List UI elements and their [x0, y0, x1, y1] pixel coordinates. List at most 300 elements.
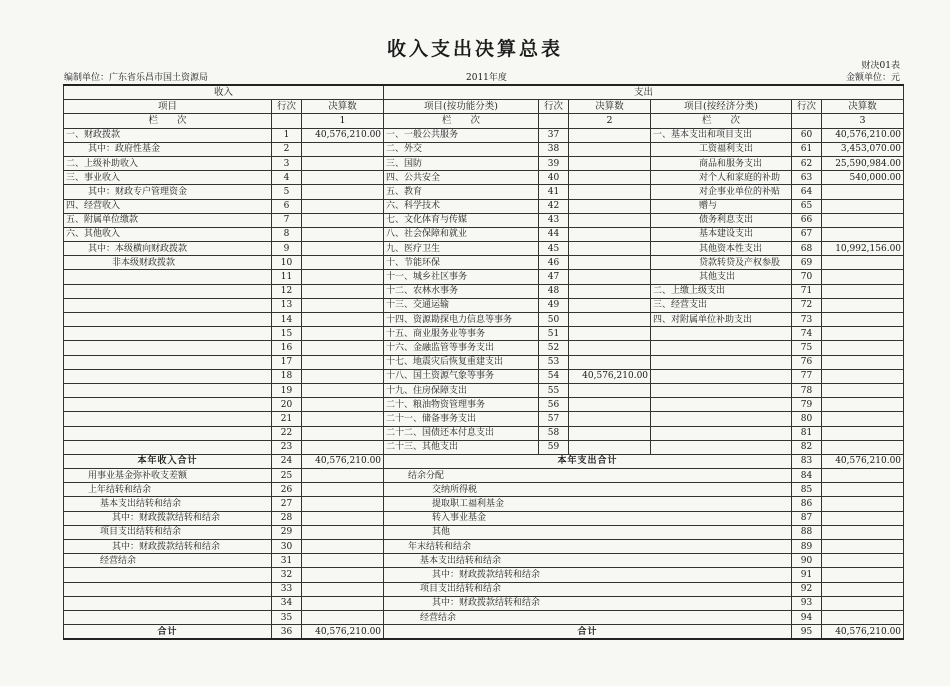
amount-cell [302, 469, 384, 483]
amount-cell [569, 313, 651, 327]
col-number: 1 [302, 114, 384, 128]
amount-cell [822, 497, 904, 511]
func-item: 十七、地震灾后恢复重建支出 [384, 355, 539, 369]
income-item [64, 426, 272, 440]
func-item: 二十三、其他支出 [384, 440, 539, 454]
table-row [64, 355, 904, 369]
amount-cell [302, 525, 384, 539]
income-item [64, 440, 272, 454]
amount-cell [569, 426, 651, 440]
row-number: 89 [792, 540, 822, 554]
row-number: 6 [272, 199, 302, 213]
row-number: 72 [792, 298, 822, 312]
amount-cell [822, 284, 904, 298]
table-row [64, 171, 904, 185]
amount-cell [302, 171, 384, 185]
table-row [64, 313, 904, 327]
row-number: 57 [539, 412, 569, 426]
row-number: 44 [539, 227, 569, 241]
row-number: 25 [272, 469, 302, 483]
row-number: 71 [792, 284, 822, 298]
row-number: 83 [792, 454, 822, 468]
table-row [64, 199, 904, 213]
amount-cell [569, 270, 651, 284]
func-item: 九、医疗卫生 [384, 242, 539, 256]
row-number: 85 [792, 483, 822, 497]
row-number: 15 [272, 327, 302, 341]
row-number: 93 [792, 596, 822, 610]
amount-cell [822, 568, 904, 582]
table-row [64, 156, 904, 170]
amount-cell [302, 383, 384, 397]
income-item: 其中：财政拨款结转和结余 [64, 540, 272, 554]
amount-cell: 40,576,210.00 [302, 128, 384, 142]
amount-cell [569, 256, 651, 270]
row-number: 42 [539, 199, 569, 213]
amount-cell [822, 369, 904, 383]
amount-cell [302, 156, 384, 170]
func-item: 十三、交通运输 [384, 298, 539, 312]
amount-cell [569, 298, 651, 312]
row-number: 21 [272, 412, 302, 426]
amount-cell [822, 341, 904, 355]
table-row [64, 270, 904, 284]
amount-cell: 40,576,210.00 [569, 369, 651, 383]
income-item: 经营结余 [64, 554, 272, 568]
func-item: 二、外交 [384, 142, 539, 156]
row-number: 91 [792, 568, 822, 582]
table-row [64, 284, 904, 298]
col-amount-header: 决算数 [302, 100, 384, 114]
econ-item: 债务利息支出 [651, 213, 792, 227]
row-number: 23 [272, 440, 302, 454]
row-number: 14 [272, 313, 302, 327]
amount-cell [302, 540, 384, 554]
amount-cell: 25,590,984.00 [822, 156, 904, 170]
table-row [64, 242, 904, 256]
amount-cell [569, 199, 651, 213]
row-number: 92 [792, 582, 822, 596]
func-item: 十二、农林水事务 [384, 284, 539, 298]
expense-item: 基本支出结转和结余 [384, 554, 792, 568]
row-number: 5 [272, 185, 302, 199]
econ-item: 基本建设支出 [651, 227, 792, 241]
amount-cell [302, 199, 384, 213]
amount-cell [302, 213, 384, 227]
row-number: 53 [539, 355, 569, 369]
row-number: 19 [272, 383, 302, 397]
row-number: 41 [539, 185, 569, 199]
amount-cell [822, 313, 904, 327]
money-unit: 金额单位：元 [845, 73, 900, 83]
amount-cell [822, 440, 904, 454]
amount-cell [822, 213, 904, 227]
func-item: 十六、金融监管等事务支出 [384, 341, 539, 355]
row-number: 79 [792, 398, 822, 412]
table-row [64, 185, 904, 199]
expense-item: 结余分配 [384, 469, 792, 483]
income-item: 其中：政府性基金 [64, 142, 272, 156]
income-item: 其中：本级横向财政拨款 [64, 242, 272, 256]
amount-cell [822, 398, 904, 412]
amount-cell [569, 242, 651, 256]
amount-cell [302, 369, 384, 383]
income-item [64, 610, 272, 624]
func-item: 三、国防 [384, 156, 539, 170]
amount-cell [569, 440, 651, 454]
row-number: 31 [272, 554, 302, 568]
column-header-row [64, 100, 904, 114]
expense-item: 经营结余 [384, 610, 792, 624]
amount-cell [302, 582, 384, 596]
amount-cell [822, 227, 904, 241]
amount-cell [302, 440, 384, 454]
income-item: 项目支出结转和结余 [64, 525, 272, 539]
row-number: 84 [792, 469, 822, 483]
row-number: 65 [792, 199, 822, 213]
col-item-header: 项目 [64, 100, 272, 114]
row-number: 9 [272, 242, 302, 256]
row-number: 11 [272, 270, 302, 284]
expense-header: 支出 [384, 85, 904, 100]
amount-cell [302, 270, 384, 284]
amount-cell [569, 412, 651, 426]
row-number: 86 [792, 497, 822, 511]
amount-cell [302, 610, 384, 624]
income-total-label: 本年收入合计 [64, 454, 272, 468]
amount-cell [822, 327, 904, 341]
row-number: 82 [792, 440, 822, 454]
econ-item [651, 426, 792, 440]
row-number: 51 [539, 327, 569, 341]
econ-item [651, 327, 792, 341]
table-row [64, 369, 904, 383]
col-row-header: 行次 [539, 100, 569, 114]
section-header-row [64, 85, 904, 100]
table-row [64, 554, 904, 568]
income-item: 三、事业收入 [64, 171, 272, 185]
amount-cell [569, 341, 651, 355]
row-number: 1 [272, 128, 302, 142]
income-item: 一、财政拨款 [64, 128, 272, 142]
table-row [64, 568, 904, 582]
row-number: 16 [272, 341, 302, 355]
econ-item: 对个人和家庭的补助 [651, 171, 792, 185]
expense-item: 交纳所得税 [384, 483, 792, 497]
amount-cell [822, 596, 904, 610]
amount-cell [569, 383, 651, 397]
row-number: 69 [792, 256, 822, 270]
income-item: 其中：财政专户管理资金 [64, 185, 272, 199]
expense-item: 其他 [384, 525, 792, 539]
func-item: 二十一、储备事务支出 [384, 412, 539, 426]
income-header: 收入 [64, 85, 384, 100]
income-item: 非本级财政拨款 [64, 256, 272, 270]
col-amount-header: 决算数 [569, 100, 651, 114]
econ-item: 四、对附属单位补助支出 [651, 313, 792, 327]
amount-cell [302, 483, 384, 497]
amount-cell: 40,576,210.00 [822, 128, 904, 142]
row-number: 26 [272, 483, 302, 497]
grand-total-expense-label: 合计 [384, 625, 792, 640]
row-number: 81 [792, 426, 822, 440]
table-row [64, 426, 904, 440]
row-number: 35 [272, 610, 302, 624]
amount-cell [822, 511, 904, 525]
amount-cell [302, 298, 384, 312]
econ-item: 其他资本性支出 [651, 242, 792, 256]
func-item: 十一、城乡社区事务 [384, 270, 539, 284]
func-item: 二十二、国债还本付息支出 [384, 426, 539, 440]
grand-total-expense-amount: 40,576,210.00 [822, 625, 904, 640]
row-number: 40 [539, 171, 569, 185]
row-number: 47 [539, 270, 569, 284]
amount-cell [302, 242, 384, 256]
amount-cell [822, 483, 904, 497]
amount-cell [569, 128, 651, 142]
func-item: 十九、住房保障支出 [384, 383, 539, 397]
row-number: 2 [272, 142, 302, 156]
amount-cell [302, 412, 384, 426]
econ-item [651, 398, 792, 412]
row-number: 30 [272, 540, 302, 554]
col-func-item-header: 项目(按功能分类) [384, 100, 539, 114]
amount-cell [302, 554, 384, 568]
row-number: 50 [539, 313, 569, 327]
row-number: 78 [792, 383, 822, 397]
row-number: 66 [792, 213, 822, 227]
amount-cell [822, 199, 904, 213]
row-number: 74 [792, 327, 822, 341]
amount-cell [302, 227, 384, 241]
expense-total-label: 本年支出合计 [384, 454, 792, 468]
row-number: 62 [792, 156, 822, 170]
row-number: 37 [539, 128, 569, 142]
row-number: 75 [792, 341, 822, 355]
income-item [64, 568, 272, 582]
col-row-header: 行次 [792, 100, 822, 114]
row-number: 73 [792, 313, 822, 327]
amount-cell [569, 213, 651, 227]
table-row [64, 142, 904, 156]
amount-cell [302, 313, 384, 327]
econ-item [651, 412, 792, 426]
income-item [64, 383, 272, 397]
table-row [64, 383, 904, 397]
func-item: 十五、商业服务业等事务 [384, 327, 539, 341]
income-item [64, 582, 272, 596]
col-amount-header: 决算数 [822, 100, 904, 114]
income-item [64, 270, 272, 284]
row-number: 70 [792, 270, 822, 284]
econ-item: 工资福利支出 [651, 142, 792, 156]
income-item: 六、其他收入 [64, 227, 272, 241]
amount-cell [569, 171, 651, 185]
amount-cell [822, 412, 904, 426]
row-number: 18 [272, 369, 302, 383]
amount-cell [302, 568, 384, 582]
amount-cell [569, 142, 651, 156]
amount-cell [302, 284, 384, 298]
row-number: 46 [539, 256, 569, 270]
income-total-amount: 40,576,210.00 [302, 454, 384, 468]
row-number: 33 [272, 582, 302, 596]
table-row [64, 525, 904, 539]
econ-item: 三、经营支出 [651, 298, 792, 312]
amount-cell [302, 355, 384, 369]
row-number: 95 [792, 625, 822, 640]
income-item: 四、经营收入 [64, 199, 272, 213]
table-row [64, 469, 904, 483]
expense-item: 其中：财政拨款结转和结余 [384, 596, 792, 610]
amount-cell [569, 284, 651, 298]
col-row-header: 行次 [272, 100, 302, 114]
table-row [64, 596, 904, 610]
table-row [64, 227, 904, 241]
fiscal-year: 2011年度 [466, 73, 507, 83]
income-item: 基本支出结转和结余 [64, 497, 272, 511]
row-number: 68 [792, 242, 822, 256]
row-number: 49 [539, 298, 569, 312]
econ-item: 其他支出 [651, 270, 792, 284]
row-number: 94 [792, 610, 822, 624]
amount-cell [822, 298, 904, 312]
row-number: 39 [539, 156, 569, 170]
row-number: 3 [272, 156, 302, 170]
row-number: 52 [539, 341, 569, 355]
row-number: 29 [272, 525, 302, 539]
row-number: 56 [539, 398, 569, 412]
amount-cell [569, 398, 651, 412]
lanci-label: 栏 次 [384, 114, 539, 128]
row-number: 87 [792, 511, 822, 525]
row-number: 10 [272, 256, 302, 270]
row-number: 7 [272, 213, 302, 227]
amount-cell [569, 355, 651, 369]
col-econ-item-header: 项目(按经济分类) [651, 100, 792, 114]
income-item [64, 355, 272, 369]
expense-item: 项目支出结转和结余 [384, 582, 792, 596]
lanci-label: 栏 次 [64, 114, 272, 128]
econ-item: 赠与 [651, 199, 792, 213]
income-item: 五、附属单位缴款 [64, 213, 272, 227]
amount-cell [822, 525, 904, 539]
row-number: 59 [539, 440, 569, 454]
func-item: 五、教育 [384, 185, 539, 199]
amount-cell [569, 185, 651, 199]
amount-cell [822, 610, 904, 624]
income-item [64, 284, 272, 298]
lanci-label: 栏 次 [651, 114, 792, 128]
row-number: 58 [539, 426, 569, 440]
func-item: 十、节能环保 [384, 256, 539, 270]
amount-cell [302, 497, 384, 511]
expense-item: 转入事业基金 [384, 511, 792, 525]
budget-summary-table [63, 84, 904, 640]
empty-cell [539, 114, 569, 128]
grand-total-row [64, 625, 904, 640]
amount-cell: 10,992,156.00 [822, 242, 904, 256]
econ-item [651, 355, 792, 369]
income-total-row [64, 454, 904, 468]
row-number: 60 [792, 128, 822, 142]
amount-cell [822, 540, 904, 554]
func-item: 一、一般公共服务 [384, 128, 539, 142]
amount-cell [569, 327, 651, 341]
amount-cell [302, 341, 384, 355]
table-row [64, 511, 904, 525]
row-number: 8 [272, 227, 302, 241]
income-item [64, 596, 272, 610]
econ-item [651, 369, 792, 383]
econ-item: 对企事业单位的补贴 [651, 185, 792, 199]
col-number: 3 [822, 114, 904, 128]
amount-cell [302, 142, 384, 156]
amount-cell [302, 327, 384, 341]
expense-item: 提取职工福利基金 [384, 497, 792, 511]
row-number: 22 [272, 426, 302, 440]
econ-item [651, 440, 792, 454]
row-number: 63 [792, 171, 822, 185]
econ-item: 二、上缴上级支出 [651, 284, 792, 298]
amount-cell [822, 185, 904, 199]
econ-item: 商品和服务支出 [651, 156, 792, 170]
income-item [64, 341, 272, 355]
amount-cell [302, 511, 384, 525]
row-number: 27 [272, 497, 302, 511]
func-item: 八、社会保障和就业 [384, 227, 539, 241]
form-number: 财决01表 [861, 61, 900, 71]
row-number: 45 [539, 242, 569, 256]
row-number: 90 [792, 554, 822, 568]
amount-cell [822, 582, 904, 596]
grand-total-income-label: 合计 [64, 625, 272, 640]
income-item: 用事业基金弥补收支差额 [64, 469, 272, 483]
grand-total-income-amount: 40,576,210.00 [302, 625, 384, 640]
row-number: 77 [792, 369, 822, 383]
amount-cell [822, 426, 904, 440]
row-number: 67 [792, 227, 822, 241]
row-number: 54 [539, 369, 569, 383]
econ-item [651, 341, 792, 355]
row-number: 38 [539, 142, 569, 156]
income-item [64, 298, 272, 312]
amount-cell: 3,453,070.00 [822, 142, 904, 156]
func-item: 二十、粮油物资管理事务 [384, 398, 539, 412]
table-row [64, 582, 904, 596]
row-number: 28 [272, 511, 302, 525]
row-number: 64 [792, 185, 822, 199]
table-row [64, 128, 904, 142]
expense-item: 其中：财政拨款结转和结余 [384, 568, 792, 582]
table-row [64, 213, 904, 227]
table-row [64, 256, 904, 270]
income-item [64, 412, 272, 426]
expense-item: 年末结转和结余 [384, 540, 792, 554]
table-row [64, 610, 904, 624]
amount-cell [822, 554, 904, 568]
amount-cell [822, 355, 904, 369]
row-number: 24 [272, 454, 302, 468]
amount-cell [822, 270, 904, 284]
amount-cell [302, 596, 384, 610]
table-row [64, 540, 904, 554]
func-item: 十四、资源勘探电力信息等事务 [384, 313, 539, 327]
row-number: 12 [272, 284, 302, 298]
table-row [64, 341, 904, 355]
amount-cell: 540,000.00 [822, 171, 904, 185]
row-number: 36 [272, 625, 302, 640]
